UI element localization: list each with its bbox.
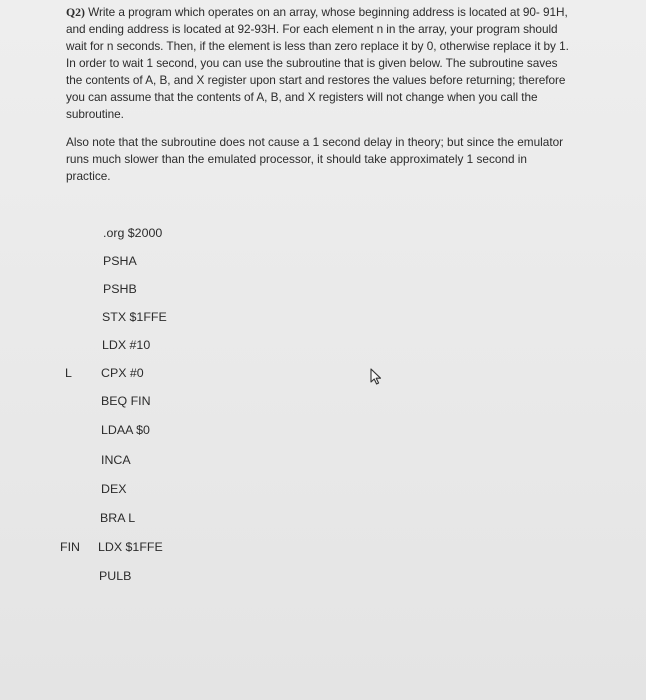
code-label: L xyxy=(65,366,72,380)
code-line: INCA xyxy=(101,453,131,467)
code-line: BRA L xyxy=(100,511,136,525)
code-line: STX $1FFE xyxy=(102,310,167,324)
code-line: PULB xyxy=(99,569,132,583)
code-line: LDAA $0 xyxy=(101,423,150,437)
code-label: FIN xyxy=(60,540,80,554)
code-line: LDX $1FFE xyxy=(98,540,163,554)
code-line: .org $2000 xyxy=(103,226,163,240)
question-paragraph-2: Also note that the subroutine does not cause a 1 second delay in theory; but since the emulator runs much slower than the emulated processor, it should take approximately 1 second in practice. xyxy=(66,135,564,183)
question-text: Write a program which operates on an array, whose beginning address is located at 90- 91H, and ending address is located at 92-93H. For each element n in the array, your program should wait for n seconds. Then, if the element is less than zero replace it by 0, otherwise replace it by 1. In order to wait 1 second, you can use the subroutine that is given below. The subroutine saves the contents of A, B, and X register upon start and restores the values before returning; therefore you can assume that the contents of A, B, and X registers will not change when you call the subroutine. xyxy=(66,5,569,121)
code-line: LDX #10 xyxy=(102,338,151,352)
question-paragraph-1 xyxy=(66,4,572,123)
code-line: PSHB xyxy=(103,282,137,296)
question-label: Q2) xyxy=(66,5,85,19)
code-line: DEX xyxy=(101,482,127,496)
code-line: BEQ FIN xyxy=(101,394,151,408)
code-line: CPX #0 xyxy=(101,366,144,380)
mouse-cursor-icon xyxy=(369,368,383,385)
code-line: PSHA xyxy=(103,254,137,268)
